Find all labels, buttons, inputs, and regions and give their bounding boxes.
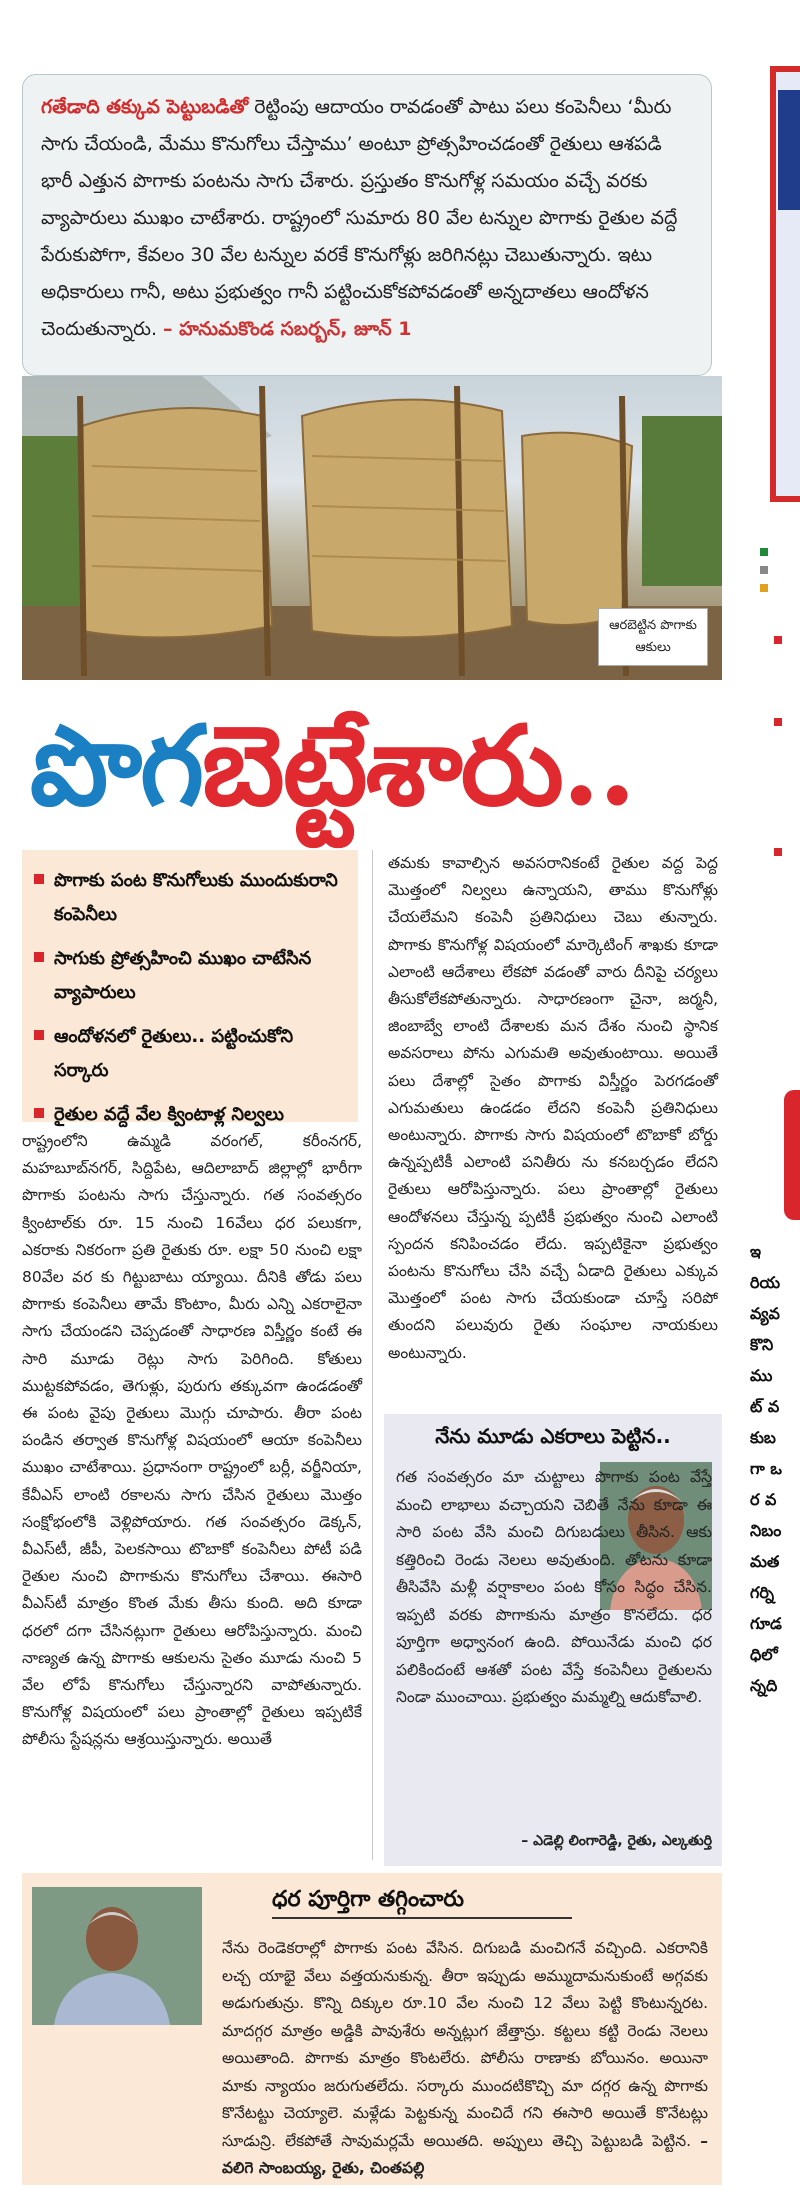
fragment: గా ఒ <box>750 1459 783 1478</box>
adjacent-headline-fragment <box>784 1090 800 1220</box>
quote1-body <box>396 1464 712 1712</box>
intro-paragraph <box>41 89 693 348</box>
article-text-right: తమకు కావాల్సిన అవసరానికంటే రైతుల వద్ద పెద్ద మొత్తంలో నిల్వలు ఉన్నాయని, తాము కొనుగోళ్లు చేయలేమని కంపెనీ ప్రతినిధులు చెబు తున్నారు. పొగాకు కొనుగోళ్ల విషయంలో మార్కెటింగ్ శాఖకు కూడా ఎలాంటి ఆదేశాలు లేకపో వడంతో వారు దీనిపై చర్యలు తీసుకోలేకపోతున్నారు. సాధారణంగా చైనా, జర్మనీ, జింబాబ్వే లాంటి దేశాలకు మన దేశం నుంచి స్థానిక అవసరాలు పోను ఎగుమతి అవుతుంటాయి. అయితే పలు దేశాల్లో సైతం పొగాకు విస్తీర్ణం పెరగడంతో ఎగుమతులు ఉండడం లేదని కంపెనీ ప్రతినిధులు అంటున్నారు. పొగాకు సాగు విషయంలో టొబాకో బోర్డు ఉన్నప్పటికీ ఎలాంటి పనితీరు ను కనబర్చడం లేదని రైతులు ఆరోపిస్తున్నారు. పలు ప్రాంతాల్లో రైతులు ఆందోళనలు చేస్తున్న ప్పటికీ ప్రభుత్వం నుంచి ఎలాంటి స్పందన కనిపించడం లేదు. ఇప్పటికైనా ప్రభుత్వం పంటను కొనుగోలు చేసి వచ్చే ఏడాది రైతులు ఎక్కువ మొత్తంలో పంట సాగు చేయకుండా చూస్తే సరిపో తుందని పలువురు రైతు సంఘాల నాయకులు అంటున్నారు. <box>388 854 718 1362</box>
intro-credit: – హనుమకొండ సబర్బన్, జూన్ 1 <box>163 318 412 340</box>
bullet-square-icon <box>774 636 782 644</box>
bullet-dot-icon <box>760 548 768 556</box>
highlight-item <box>34 864 346 932</box>
bullet-square-icon <box>774 848 782 856</box>
farmer-photo-avatar <box>32 1887 202 2025</box>
quote1-credit: – ఎడెల్లి లింగారెడ్డి, రైతు, ఎల్కతుర్తి <box>521 1833 712 1849</box>
bullet-dot-icon <box>760 566 768 574</box>
column-divider <box>372 850 373 1860</box>
fragment: ధిలో <box>750 1645 778 1664</box>
bullet-square-icon <box>34 874 44 884</box>
bullet-square-icon <box>774 718 782 726</box>
fragment: రియ <box>750 1273 781 1292</box>
intro-text: రెట్టింపు ఆదాయం రావడంతో పాటు పలు కంపెనీలు ‘మీరు సాగు చేయండి, మేము కొనుగోలు చేస్తాము’ అంటూ ప్రోత్సహించడంతో రైతులు ఆశపడి భారీ ఎత్తున పొగాకు పంటను సాగు చేశారు. ప్రస్తుతం కొనుగోళ్ల సమయం వచ్చే వరకు వ్యాపారులు ముఖం చాటేశారు. రాష్ట్రంలో సుమారు 80 వేల టన్నుల పొగాకు రైతుల వద్దే పేరుకుపోగా, కేవలం 30 వేల టన్నుల వరకే కొనుగోళ్లు జరిగినట్లు చెబుతున్నారు. ఇటు అధికారులు గానీ, అటు ప్రభుత్వం గానీ పట్టించుకోకపోవడంతో అన్నదాతలు ఆందోళన చెందుతున్నారు. <box>41 96 678 340</box>
highlight-item <box>34 1098 346 1132</box>
bullet-square-icon <box>34 952 44 962</box>
farmer-quote-box-2 <box>22 1873 722 2185</box>
fragment: మత <box>750 1552 780 1571</box>
bullet-square-icon <box>34 1108 44 1118</box>
fragment: కుబ <box>750 1428 776 1447</box>
highlight-text: ఆందోళనలో రైతులు.. పట్టించుకోని సర్కారు <box>54 1026 294 1081</box>
article-column-right <box>388 850 718 1410</box>
fragment: ఇ <box>750 1242 762 1261</box>
tobacco-drying-photo <box>22 376 722 680</box>
fragment: వ్యవ <box>750 1304 780 1323</box>
article-column-left <box>22 1128 362 1868</box>
headline-part2: బెట్టేశారు.. <box>202 701 635 830</box>
highlight-item <box>34 1020 346 1088</box>
highlights-box <box>22 850 358 1125</box>
bullet-dot-icon <box>760 584 768 592</box>
highlight-item <box>34 942 346 1010</box>
fragment: ట్ వ <box>750 1397 780 1416</box>
intro-lead: గతేడాది తక్కువ పెట్టుబడితో <box>41 96 249 118</box>
quote2-title: ధర పూర్తిగా తగ్గించారు <box>272 1887 572 1919</box>
adjacent-article-strip <box>750 0 800 2198</box>
photo-caption: ఆరబెట్టిన పొగాకు ఆకులు <box>598 608 708 666</box>
farmer-portrait-illustration <box>32 1887 202 2025</box>
headline <box>30 700 720 832</box>
quote1-title: నేను మూడు ఎకరాలు పెట్టిన.. <box>435 1424 671 1448</box>
highlight-text: పొగాకు పంట కొనుగోలుకు ముందుకురాని కంపెనీలు <box>54 870 338 925</box>
fragment: నిబం <box>750 1521 782 1540</box>
highlight-text: సాగుకు ప్రోత్సహించి ముఖం చాటేసిన వ్యాపారులు <box>54 948 312 1003</box>
adjacent-ad-image <box>778 90 800 210</box>
fragment: కొని <box>750 1335 774 1354</box>
fragment: న్నది <box>750 1676 778 1695</box>
farmer-quote-box-1 <box>384 1414 722 1866</box>
fragment: ర వ <box>750 1490 777 1509</box>
quote2-body <box>222 1935 708 2183</box>
fragment: గూడ <box>750 1614 782 1633</box>
fragment: ము <box>750 1366 773 1385</box>
quote1-text: గత సంవత్సరం మా చుట్టాలు పొగాకు పంట వేస్తే మంచి లాభాలు వచ్చాయని చెబితే నేను కూడా ఈ సారి పంట వేసి మంచి దిగుబడులు తీసిన. ఆకు కత్తిరించి రెండు నెలలు అవుతుంది. తోటను కూడా తీసివేసి మళ్లీ వర్షాకాలం పంట కోసం సిద్ధం చేసిన. ఇప్పటి వరకు పొగాకును మాత్రం కొనలేదు. ధర పూర్తిగా అధ్వానంగ ఉంది. పోయినేడు మంచి ధర పలికిందంటే ఆశతో పంట వేస్తే కంపెనీలు రైతులను నిండా ముంచాయి. ప్రభుత్వం మమ్మల్ని ఆదుకోవాలి. <box>396 1468 712 1706</box>
highlight-text: రైతుల వద్దే వేల క్వింటాళ్ల నిల్వలు <box>54 1104 284 1125</box>
headline-part1: పొగ <box>30 701 203 830</box>
bullet-square-icon <box>34 1030 44 1040</box>
article-text-left: రాష్ట్రంలోని ఉమ్మడి వరంగల్, కరీంనగర్, మహబూబ్‌నగర్, సిద్దిపేట, ఆదిలాబాద్ జిల్లాల్లో భారీగా పొగాకు పంటను సాగు చేస్తున్నారు. గత సంవత్సరం క్వింటాల్‌కు రూ. 15 నుంచి 16వేలు ధర పలుకగా, ఎకరాకు నికరంగా ప్రతి రైతుకు రూ. లక్షా 50 నుంచి లక్షా 80వేల వర కు గిట్టుబాటు య్యాయి. దీనికి తోడు పలు పొగాకు కంపెనీలు తామే కొంటాం, మీరు ఎన్ని ఎకరాలైనా సాగు చేయండని చెప్పడంతో సాధారణ విస్తీర్ణం కంటే ఈ సారి మూడు రెట్లు సాగు పెరిగింది. కోతులు ముట్టకపోవడం, తెగుళ్లు, పురుగు తక్కువగా ఉండడంతో ఈ పంట వైపు రైతులు మొగ్గు చూపారు. తీరా పంట పండిన తర్వాత కొనుగోళ్ల విషయంలో ఆయా కంపెనీలు ముఖం చాటేశాయి. ప్రధానంగా రాష్ట్రంలో బర్లీ, వర్జీనియా, కేవీఎస్ లాంటి రకాలను సాగు చేసిన రైతులు మొత్తం సంక్షోభంలోకి వెళ్లిపోయారు. గత సంవత్సరం డెక్కన్, వీఎస్‌టీ, జీపీ, పెలకసాయి టొబాకో కంపెనీలు పోటీ పడి రైతుల నుంచి పొగాకును కొనుగోలు చేశాయి. ఈసారి వీఎస్‌టీ మాత్రం కొంత మేకు తీసు కుంది. అది కూడా ధరలో దగా చేసినట్లుగా రైతులు ఆరోపిస్తున్నారు. మంచి నాణ్యత ఉన్న పొగాకు ఆకులను సైతం మూడు నుంచి 5 వేల లోపే కొనుగోలు చేస్తున్నారని వాపోతున్నారు. కొనుగోళ్ల విషయంలో పలు ప్రాంతాల్లో రైతులు ఇప్పటికే పోలీసు స్టేషన్లను ఆశ్రయిస్తున్నారు. అయితే <box>22 1132 362 1749</box>
quote2-credit: – వలిగె సాంబయ్య, రైతు, చింతపల్లి <box>222 2131 708 2177</box>
quote2-text: నేను రెండెకరాల్లో పొగాకు పంట వేసిన. దిగుబడి మంచిగనే వచ్చింది. ఎకరానికి లచ్చ యాభై వేలు వత్తయనుకున్న. తీరా ఇప్పుడు అమ్ముదామనుకుంటే అగ్గవకు అడుగుతున్రు. కొన్ని దిక్కుల రూ.10 వేల నుంచి 12 వేలు పెట్టి కొంటున్నరట. మాదగ్గర మాత్రం అడ్డికి పావుశేరు అన్నట్లుగ జేత్తాన్రు. కట్టలు కట్టి రెండు నెలలు అయితాంది. పొగాకు మాత్రం కొంటలేరు. పోలీసు రాణాకు బోయినం. అయినా మాకు న్యాయం జరుగుతలేదు. సర్కారు ముందటికొచ్చి మా దగ్గర ఉన్న పొగాకు కొనేటట్టు చెయ్యాలె. మళ్లేడు పెట్టకున్న మంచిదే గని ఈసారి అయితే కొనేటట్లు సూడున్రి. లేకపోతే సావుమర్లమే అయితది. అప్పులు తెచ్చి పెట్టుబడి పెట్టిన. <box>222 1939 708 2150</box>
intro-box <box>22 74 712 376</box>
fragment: గర్ని <box>750 1583 775 1602</box>
adjacent-text-fragments <box>750 1236 800 1701</box>
